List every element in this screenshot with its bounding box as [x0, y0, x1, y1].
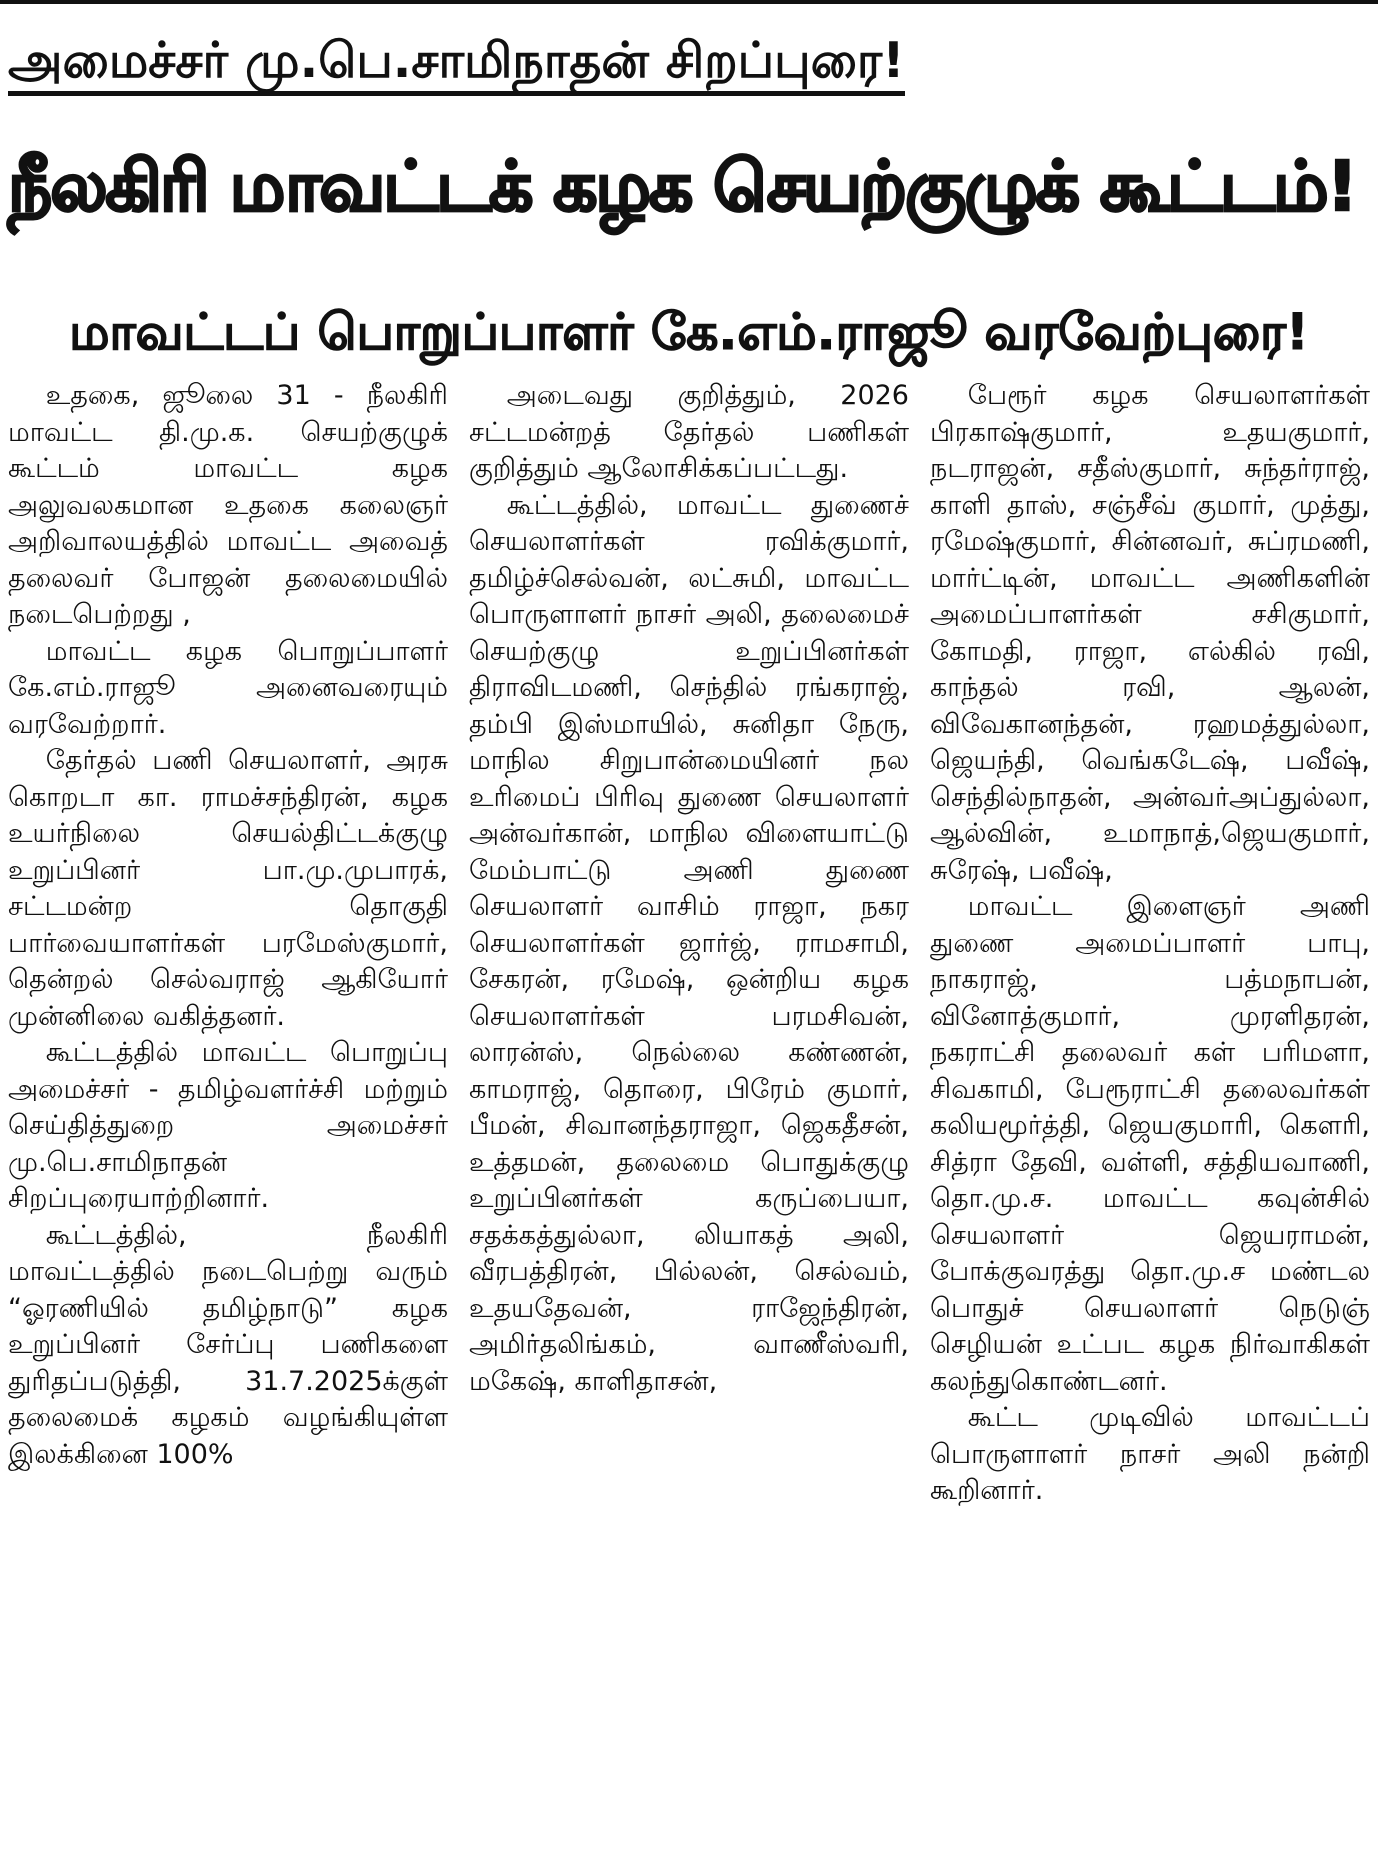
paragraph: மாவட்ட கழக பொறுப்பாளர் கே.எம்.ராஜூ அனைவரையும் வரவேற்றார். — [8, 635, 448, 740]
paragraph: கூட்டத்தில், நீலகிரி மாவட்டத்தில் நடைபெற்று வரும் “ஓரணியில் தமிழ்நாடு” கழக உறுப்பினர் சேர்ப்பு பணிகளை துரிதப்படுத்தி, 31.7.2025க்குள் தலைமைக் கழகம் வழங்கியுள்ள இலக்கினை 100% — [8, 1219, 448, 1470]
paragraph: உதகை, ஜூலை 31 - நீலகிரி மாவட்ட தி.மு.க. செயற்குழுக் கூட்டம் மாவட்ட கழக அலுவலகமான உதகை கலைஞர் அறிவாலயத்தில் மாவட்ட அவைத் தலைவர் போஜன் தலைமையில் நடைபெற்றது , — [8, 380, 448, 630]
paragraph: அடைவது குறித்தும், 2026 சட்டமன்றத் தேர்தல் பணிகள் குறித்தும் ஆலோசிக்கப்பட்டது. — [469, 380, 909, 484]
paragraph: கூட்டத்தில், மாவட்ட துணைச் செயலாளர்கள் ரவிக்குமார், தமிழ்ச்செல்வன், லட்சுமி, மாவட்ட பொருளாளர் நாசர் அலி, தலைமைச் செயற்குழு உறுப்பினர்கள் திராவிடமணி, செந்தில் ரங்கராஜ், தம்பி இஸ்மாயில், சுனிதா நேரு, மாநில சிறுபான்மையினர் நல உரிமைப் பிரிவு துணை செயலாளர் அன்வர்கான், மாநில விளையாட்டு மேம்பாட்டு அணி துணை செயலாளர் வாசிம் ராஜா, நகர செயலாளர்கள் ஜார்ஜ், ராமசாமி, சேகரன், ரமேஷ், ஒன்றிய கழக செயலாளர்கள் பரமசிவன், லாரன்ஸ், நெல்லை கண்ணன், காமராஜ், தொரை, பிரேம் குமார், பீமன், சிவானந்தராஜா, ஜெகதீசன், உத்தமன், தலைமை பொதுக்குழு உறுப்பினர்கள் கருப்பையா, சதக்கத்துல்லா, லியாகத் அலி, வீரபத்திரன், பில்லன், செல்வம், உதயதேவன், ராஜேந்திரன், அமிர்தலிங்கம், வாணீஸ்வரி, மகேஷ், காளிதாசன், — [469, 489, 909, 1397]
paragraph: கூட்டத்தில் மாவட்ட பொறுப்பு அமைச்சர் - தமிழ்வளர்ச்சி மற்றும் செய்தித்துறை அமைச்சர் மு.பெ.சாமிநாதன் சிறப்புரையாற்றினார். — [8, 1037, 448, 1214]
article-subheadline: மாவட்டப் பொறுப்பாளர் கே.எம்.ராஜூ வரவேற்புரை! — [69, 303, 1309, 361]
article-kicker — [8, 26, 1370, 96]
column-3 — [930, 378, 1370, 1848]
column-1 — [8, 378, 448, 1848]
top-rule — [0, 0, 1378, 4]
article-headline: நீலகிரி மாவட்டக் கழக செயற்குழுக் கூட்டம்! — [8, 147, 1356, 227]
article-body — [8, 378, 1370, 1848]
paragraph: பேரூர் கழக செயலாளர்கள் பிரகாஷ்குமார், உதயகுமார், நடராஜன், சதீஸ்குமார், சுந்தர்ராஜ், காளி தாஸ், சஞ்சீவ் குமார், முத்து, ரமேஷ்குமார், சின்னவர், சுப்ரமணி, மார்ட்டின், மாவட்ட அணிகளின் அமைப்பாளர்கள் சசிகுமார், கோமதி, ராஜா, எல்கில் ரவி, காந்தல் ரவி, ஆலன், விவேகானந்தன், ரஹமத்துல்லா, ஜெயந்தி, வெங்கடேஷ், பவீஷ், செந்தில்நாதன், அன்வர்அப்துல்லா, ஆல்வின், உமாநாத்,ஜெயகுமார், சுரேஷ், பவீஷ், — [930, 380, 1370, 886]
kicker-text: அமைச்சர் மு.பெ.சாமிநாதன் சிறப்புரை! — [8, 32, 905, 96]
column-2 — [469, 378, 909, 1848]
paragraph: கூட்ட முடிவில் மாவட்டப் பொருளாளர் நாசர் அலி நன்றி கூறினார். — [930, 1402, 1370, 1506]
paragraph: மாவட்ட இளைஞர் அணி துணை அமைப்பாளர் பாபு, நாகராஜ், பத்மநாபன், வினோத்குமார், முரளிதரன், நகராட்சி தலைவர் கள் பரிமளா, சிவகாமி, பேரூராட்சி தலைவர்கள் கலியமூர்த்தி, ஜெயகுமாரி, கௌரி, சித்ரா தேவி, வள்ளி, சத்தியவாணி, தொ.மு.ச. மாவட்ட கவுன்சில் செயலாளர் ஜெயராமன், போக்குவரத்து தொ.மு.ச மண்டல பொதுச் செயலாளர் நெடுஞ் செழியன் உட்பட கழக நிர்வாகிகள் கலந்துகொண்டனர். — [930, 891, 1370, 1397]
paragraph: தேர்தல் பணி செயலாளர், அரசு கொறடா கா. ராமச்சந்திரன், கழக உயர்நிலை செயல்திட்டக்குழு உறுப்பினர் பா.மு.முபாரக், சட்டமன்ற தொகுதி பார்வையாளர்கள் பரமேஸ்குமார், தென்றல் செல்வராஜ் ஆகியோர் முன்னிலை வகித்தனர். — [8, 745, 448, 1032]
